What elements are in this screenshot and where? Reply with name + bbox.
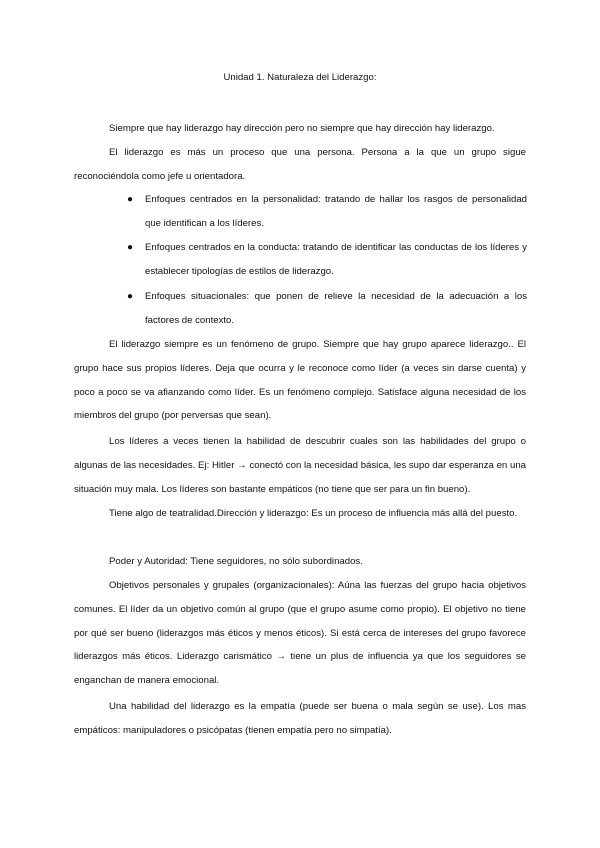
bullet-item-1: Enfoques centrados en la personalidad: tratando de hallar los rasgos de personalidad que identifican a los líderes.	[145, 194, 527, 229]
paragraph-6: Poder y Autoridad: Tiene seguidores, no sólo subordinados.	[109, 556, 363, 567]
page-title: Unidad 1. Naturaleza del Liderazgo:	[223, 72, 377, 83]
bullet-dot-2: ●	[127, 242, 134, 253]
bullet-dot-1: ●	[127, 194, 134, 205]
paragraph-2: El liderazgo es más un proceso que una persona. Persona a la que un grupo sigue reconociéndola como jefe u orientadora.	[74, 147, 526, 182]
bullet-dot-3: ●	[127, 291, 134, 302]
paragraph-3: El liderazgo siempre es un fenómeno de grupo. Siempre que hay grupo aparece liderazgo.. El grupo hace sus propios líderes. Deja que ocurra y le reconoce como líder (a veces sin darse cuenta) y poco a poco se va afianzando como líder. Es un fenómeno complejo. Satisface alguna necesidad de los miembros del grupo (por perversas que sean).	[74, 339, 526, 422]
paragraph-5: Tiene algo de teatralidad.Dirección y liderazgo: Es un proceso de influencia más allá del puesto.	[109, 508, 518, 519]
paragraph-8: Una habilidad del liderazgo es la empatía (puede ser buena o mala según se use). Los mas empáticos: manipuladores o psicópatas (tienen empatía pero no simpatía).	[74, 701, 526, 736]
bullet-item-3: Enfoques situacionales: que ponen de relieve la necesidad de la adecuación a los factores de contexto.	[145, 291, 527, 326]
paragraph-7: Objetivos personales y grupales (organizacionales): Aúna las fuerzas del grupo hacia objetivos comunes. El líder da un objetivo común al grupo (que el grupo asume como propio). El objetivo no tiene por qué ser bueno (liderazgos más éticos y menos éticos). Si está cerca de intereses del grupo favorece liderazgos más éticos. Liderazgo carismático → tiene un plus de influencia ya que los seguidores se enganchan de manera emocional.	[74, 580, 526, 687]
paragraph-1: Siempre que hay liderazgo hay dirección pero no siempre que hay dirección hay liderazgo.	[109, 123, 495, 134]
paragraph-4: Los líderes a veces tienen la habilidad de descubrir cuales son las habilidades del grupo o algunas de las necesidades. Ej: Hitler → conectó con la necesidad básica, les supo dar esperanza en una situación muy mala. Los líderes son bastante empáticos (no tiene que ser para un fin bueno).	[74, 436, 526, 495]
bullet-item-2: Enfoques centrados en la conducta: tratando de identificar las conductas de los líderes y establecer tipologías de estilos de liderazgo.	[145, 242, 527, 277]
